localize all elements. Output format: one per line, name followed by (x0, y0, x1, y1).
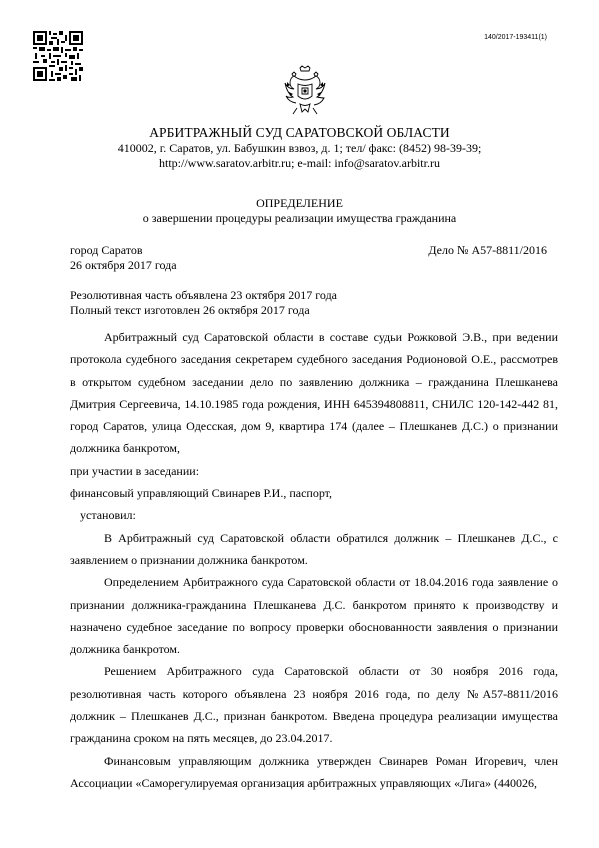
case-number: Дело № А57-8811/2016 (428, 243, 547, 257)
paragraph-application: В Арбитражный суд Саратовской области обратился должник – Плешканев Д.С., с заявлением о признании должника банкротом. (70, 530, 558, 567)
full-text-date: Полный текст изготовлен 26 октября 2017 года (70, 303, 310, 317)
document-city: город Саратов (70, 243, 143, 257)
paragraph-manager: Финансовым управляющим должника утвержден Свинарев Роман Игоревич, член Ассоциации «Саморегулируемая организация арбитражных управляющих «Лига» (440026, (70, 753, 558, 790)
court-name: АРБИТРАЖНЫЙ СУД САРАТОВСКОЙ ОБЛАСТИ (149, 125, 450, 140)
document-body (70, 326, 558, 794)
paragraph-decision: Решением Арбитражного суда Саратовской области от 30 ноября 2016 года, резолютивная часть которого объявлена 23 ноября 2016 года, по делу №А57-8811/2016 должник – Плешканев Д.С., признан банкротом. Введена процедура реализации имущества гражданина сроком на пять месяцев, до 23.04.2017. (70, 664, 558, 746)
paragraph-participants-heading: при участии в заседании: (70, 463, 200, 478)
paragraph-participant: финансовый управляющий Свинарев Р.И., паспорт, (70, 486, 333, 501)
document-barcode-number: 140/2017-193411(1) (484, 34, 547, 41)
paragraph-proceedings: Арбитражный суд Саратовской области в составе судьи Рожковой Э.В., при ведении протокола судебного заседания секретарем судебного заседания Родионовой О.Е., рассмотрев в открытом судебном заседании дело по заявлению должника – гражданина Плешканева Дмитрия Сергеевича, 14.10.1985 года рождения, ИНН 645394808811, СНИЛС 120-142-442 81, город Саратов, улица Одесская, дом 9, квартира 174 (далее – Плешканев Д.С.) о признании должника банкротом, (70, 330, 558, 456)
document-title: ОПРЕДЕЛЕНИЕ (256, 196, 343, 210)
qr-code-icon (33, 31, 83, 81)
document-date: 26 октября 2017 года (70, 258, 177, 272)
court-contacts: http://www.saratov.arbitr.ru; e-mail: info@saratov.arbitr.ru (159, 156, 440, 170)
paragraph-established-heading: установил: (80, 508, 136, 523)
paragraph-acceptance: Определением Арбитражного суда Саратовской области от 18.04.2016 года заявление о признании должника-гражданина Плешканева Д.С. банкротом принято к производству и назначено судебное заседание по вопросу проверки обоснованности заявления о признании должника банкротом. (70, 575, 558, 657)
court-address: 410002, г. Саратов, ул. Бабушкин взвоз, д. 1; тел/ факс: (8452) 98-39-39; (117, 141, 482, 155)
document-subtitle: о завершении процедуры реализации имущества гражданина (142, 211, 457, 225)
coat-of-arms-icon (283, 64, 327, 118)
resolution-announced-date: Резолютивная часть объявлена 23 октября 2017 года (70, 288, 338, 302)
